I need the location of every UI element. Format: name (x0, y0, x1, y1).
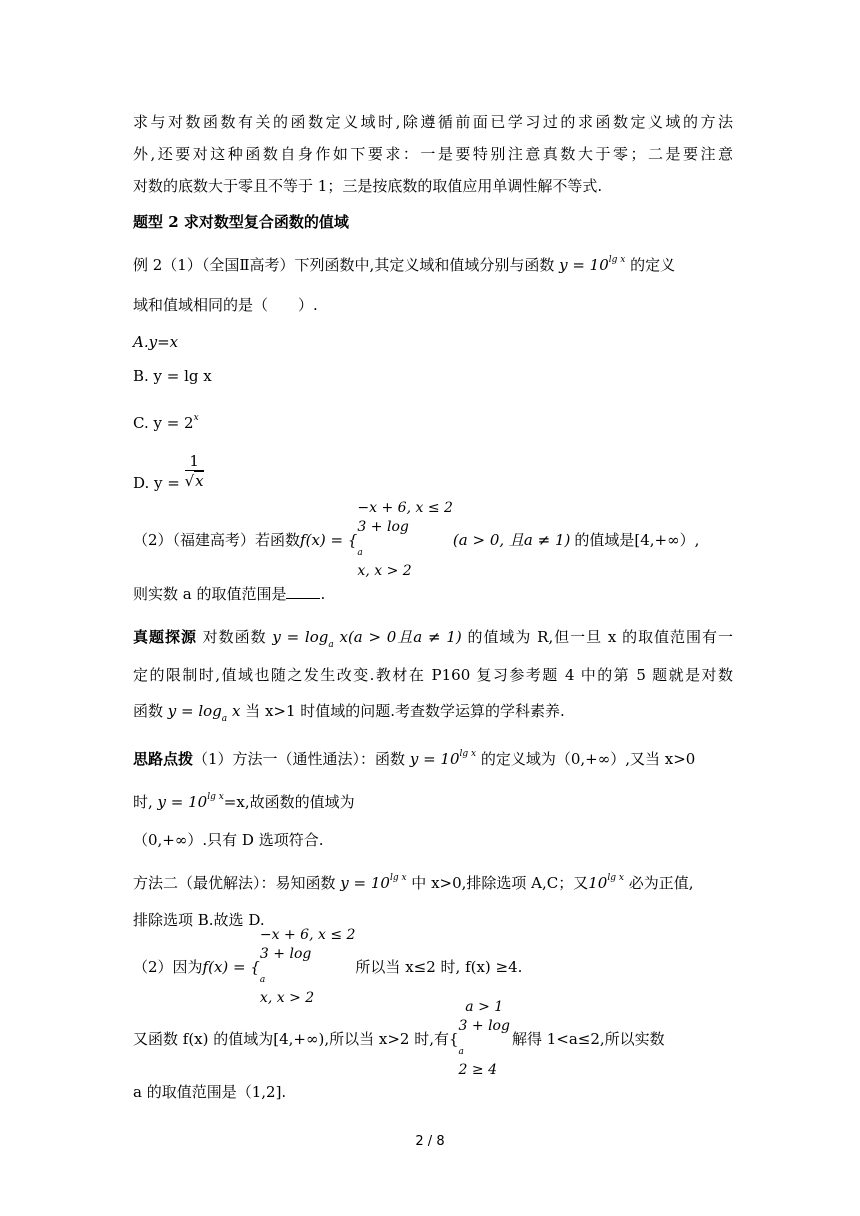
zhenti-line: 定的限制时,值域也随之发生改变.教材在 P160 复习参考题 4 中的第 5 题就是对数 (133, 666, 733, 684)
text: 的定义 (625, 256, 676, 274)
page-number: 2 / 8 (415, 1134, 445, 1149)
example-line: 则实数 a 的取值范围是 . (133, 585, 326, 603)
silu-line: 又函数 f(x) 的值域为[4,+∞),所以当 x>2 时,有{ a > 1 3 + log $_a$ 2 ≥ 4 解得 1<a≤2,所以实数 (133, 999, 665, 1078)
piecewise: −x + 6, x ≤ 2 3 + log $_a$ x, x > 2 (357, 500, 453, 579)
silu-line: （0,+∞）.只有 D 选项符合. (133, 831, 324, 849)
silu-line: 方法二（最优解法）：易知函数 $y = 10^{lg x}$ 中 x>0,排除选项 A,C；又$10^{lg x}$ 必为正值, (133, 873, 694, 892)
paragraph-line: 求与对数函数有关的函数定义域时,除遵循前面已学习过的求函数定义域的方法 (133, 113, 733, 131)
silu-line: 思路点拨（1）方法一（通性通法）：函数 $y = 10^{lg x}$ 的定义域为（0,+∞）,又当 x>0 (133, 749, 696, 768)
inequality-system: a > 1 3 + log $_a$ 2 ≥ 4 (458, 999, 510, 1078)
section-heading: 题型 2 求对数型复合函数的值域 (133, 213, 349, 231)
option-c: C. $y = 2^x$ (133, 413, 199, 432)
text: 例 2（1）（全国Ⅱ高考）下列函数中,其定义域和值域分别与函数 (133, 256, 560, 274)
fraction: $\frac{1}{√x}$ (184, 452, 204, 490)
option-d: D. y = $\frac{1}{√x}$ (133, 452, 204, 492)
formula: $y = 10^{lg x}$ (559, 255, 626, 274)
paragraph-line: 对数的底数大于零且不等于 1；三是按底数的取值应用单调性解不等式. (133, 177, 603, 195)
option-a: A.y=x (133, 333, 179, 351)
option-b: B. y = lg x (133, 367, 212, 385)
answer-blank (286, 584, 320, 599)
silu-line: 时, $y = 10^{lg x}=x$,故函数的值域为 (133, 792, 355, 811)
silu-line: 排除选项 B.故选 D. (133, 911, 265, 929)
zhenti-line: 真题探源 对数函数 $y = \log_a x(a > 0$且a ≠ 1) 的值域为 R,但一旦 x 的取值范围有一 (133, 628, 733, 650)
example-line: 域和值域相同的是（ ）. (133, 296, 318, 314)
example-part2: （2）（福建高考）若函数 f(x) = { −x + 6, x ≤ 2 3 + log $_a$ x, x > 2 (a > 0, 且a ≠ 1) 的值域是[4,+∞）, (133, 500, 700, 579)
zhenti-line: 函数 $y = \log_a x$ 当 x>1 时值域的问题.考查数学运算的学科素养. (133, 702, 565, 724)
example-line (133, 252, 733, 275)
piecewise: −x + 6, x ≤ 2 3 + log $_a$ x, x > 2 (259, 927, 356, 1006)
paragraph-line: 外,还要对这种函数自身作如下要求：一是要特别注意真数大于零；二是要注意 (133, 145, 733, 163)
silu-line: （2）因为 f(x) = { −x + 6, x ≤ 2 3 + log $_a$ x, x > 2 所以当 x≤2 时, f(x) ≥4. (133, 927, 523, 1006)
silu-line: a 的取值范围是（1,2]. (133, 1083, 287, 1101)
